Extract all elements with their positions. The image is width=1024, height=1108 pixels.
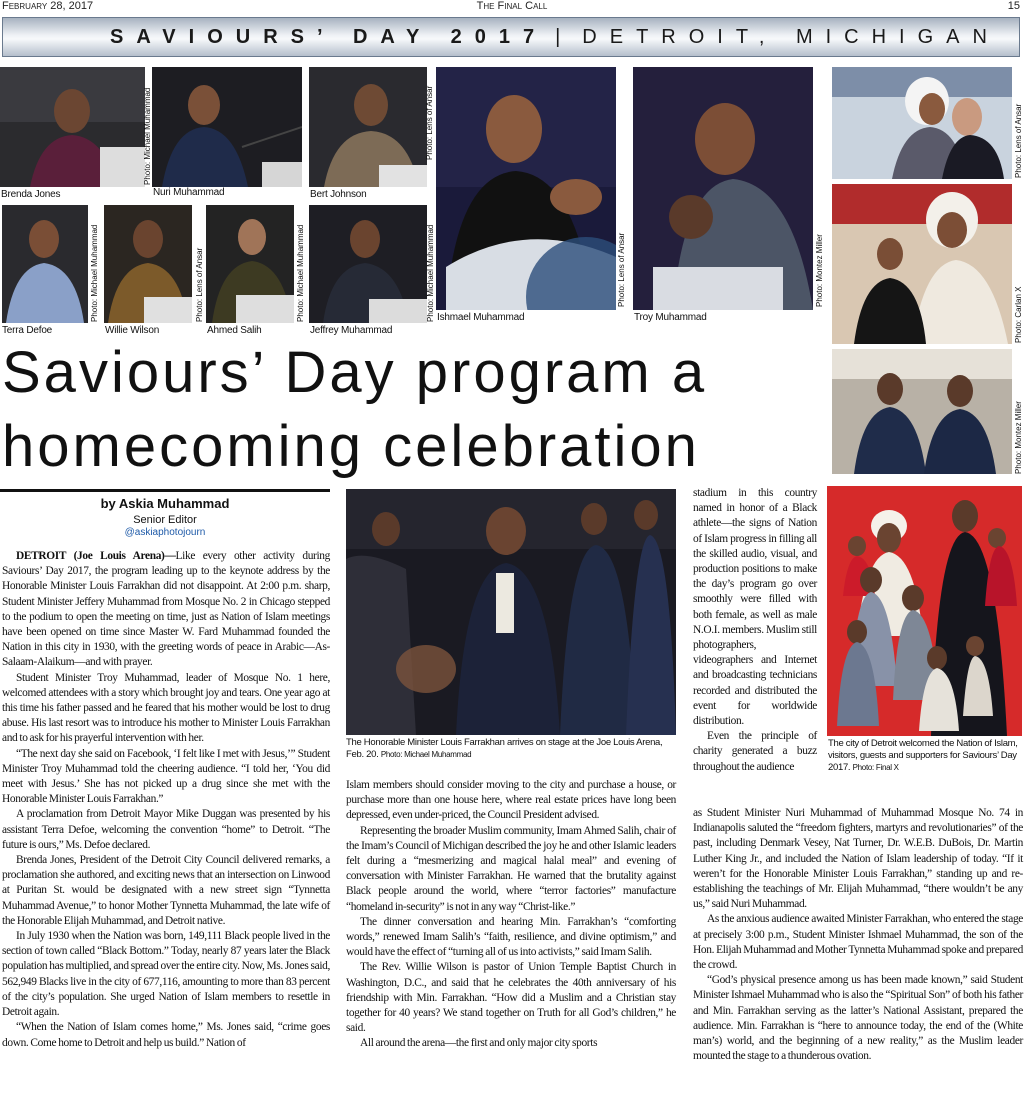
photo-farrakhan-arrives	[346, 489, 676, 735]
headline-line-2: homecoming celebration	[2, 414, 700, 479]
article-column-3-narrow	[693, 486, 817, 806]
article-paragraph: as Student Minister Nuri Muhammad of Muhammad Mosque No. 74 in Indianapolis saluted the “freedom fighters, martyrs and revolutionaries” of the past, including Denmark Vesey, Nat Turner, Dr. W.E.B. DuBois, Dr. Martin Luther King Jr., and included the Nation of Islam leadership of today. “If it weren’t for the Honorable Minister Louis Farrakhan,” standing up and re-establishing the teachings of Mr. Elijah Muhammad, “there wouldn’t be any us,” said Nuri Muhammad.	[693, 807, 1023, 911]
caption-troy-muhammad: Troy Muhammad	[634, 312, 707, 323]
byline-rule	[0, 489, 330, 492]
photo-jeffrey-muhammad	[309, 205, 427, 323]
photo-women-embrace	[832, 67, 1012, 179]
photo-ishmael-muhammad	[436, 67, 616, 310]
article-paragraph: Islam members should consider moving to the city and purchase a house, or purchase more than one house here, where real estate prices have long been depressed, even under-priced, the Council President advised.	[346, 779, 676, 822]
photo-boy-mother	[832, 184, 1012, 344]
dateline: DETROIT (Joe Louis Arena)—	[16, 550, 176, 562]
caption-bert-johnson: Bert Johnson	[310, 189, 367, 200]
photo-troy-muhammad	[633, 67, 813, 310]
article-paragraph: All around the arena—the first and only major city sports	[360, 1037, 598, 1050]
photo-family	[827, 486, 1022, 736]
photo-ahmed-salih	[206, 205, 294, 323]
article-column-1	[2, 549, 330, 1105]
article-paragraph: Even the principle of charity generated a buzz throughout the audience	[693, 730, 817, 773]
credit-ishmael: Photo: Lens of Ansar	[617, 232, 626, 307]
caption-ahmed-salih: Ahmed Salih	[207, 325, 262, 336]
article-paragraph: “God’s physical presence among us has been made known,” said Student Minister Ishmael Muhammad who is also the “Spiritual Son” of both his father and Min. Farrakhan serving as the latter’s National Assistant, prepared the audience. Min. Farrakhan is “here to announce today, the end of the (White man’s) world, and the beginning of a new reality,” as the Muslim leader mounted the stage to a thunderous ovation.	[693, 974, 1023, 1063]
credit-men: Photo: Montez Miller	[1014, 401, 1023, 474]
credit-bert: Photo: Lens of Ansar	[425, 85, 434, 160]
article-paragraph: Brenda Jones, President of the Detroit City Council delivered remarks, a proclamation she authored, and exciting news that an intersection on Linwood at Puritan St. would be designated with a new street sign “Tynnetta Muhammad Avenue,” to honor Mother Tynnetta Muhammad, the late wife of the Honorable Elijah Muhammad, and Detroit native.	[2, 854, 330, 927]
article-paragraph: As the anxious audience awaited Minister Farrakhan, who entered the stage at precisely 3:00 p.m., Student Minister Ishmael Muhammad, the son of the Hon. Elijah Muhammad and Mother Tynnetta Muhammad spoke and prepared the crowd.	[693, 913, 1023, 972]
article-column-2	[346, 778, 676, 1098]
caption-ishmael-muhammad: Ishmael Muhammad	[437, 312, 525, 323]
article-paragraph: The Rev. Willie Wilson is pastor of Union Temple Baptist Church in Washington, D.C., and said that he celebrates the 40th anniversary of his friendship with Min. Farrakhan. “How did a Muslim and a Christian stay together for 40 years? We stand together on Truth for all God’s children,” he said.	[346, 961, 676, 1035]
photo-terra-defoe	[2, 205, 88, 323]
credit-ahmed: Photo: Michael Muhammad	[296, 224, 305, 322]
caption-brenda-jones: Brenda Jones	[1, 189, 61, 200]
caption-family: The city of Detroit welcomed the Nation of Islam, visitors, guests and supporters for Saviours’ Day 2017. Photo: Final X	[828, 738, 1018, 773]
folio	[0, 0, 1024, 14]
photo-bert-johnson	[309, 67, 427, 187]
banner-separator: |	[555, 26, 561, 48]
caption-nuri-muhammad: Nuri Muhammad	[153, 187, 225, 198]
caption-terra-defoe: Terra Defoe	[2, 325, 53, 336]
article-paragraph: A proclamation from Detroit Mayor Mike Duggan was presented by his assistant Terra Defoe, welcoming the convention “home” to Detroit. “The future is ours,” Ms. Defoe declared.	[2, 808, 330, 851]
byline-title: Senior Editor	[133, 514, 197, 526]
credit-women: Photo: Lens of Ansar	[1014, 103, 1023, 178]
article-paragraph: “The next day she said on Facebook, ‘I felt like I met with Jesus,’” Student Minister Troy Muhammad told the cheering audience. “I told her, ‘You did meet with Jesus.’ She has not picked up a drug since she met with the Honorable Minister Louis Farrakhan.”	[2, 747, 330, 806]
credit-willie: Photo: Lens of Ansar	[195, 247, 204, 322]
caption-farrakhan: The Honorable Minister Louis Farrakhan arrives on stage at the Joe Louis Arena, Feb. 20. Photo: Michael Muhammad	[346, 737, 663, 760]
article-paragraph: stadium in this country named in honor of a Black athlete—the signs of Nation of Islam progress in filling all the skilled audio, visual, and production positions to make the day’s program go over smoothly were filled with both female, as well as male N.O.I. members. Muslim still photographers, videographers and Internet and broadcasting technicians recorded and distributed the event for worldwide distribution.	[693, 487, 817, 728]
caption-willie-wilson: Willie Wilson	[105, 325, 160, 336]
byline-handle[interactable]: @askiaphotojourn	[124, 527, 206, 538]
credit-terra: Photo: Michael Muhammad	[90, 224, 99, 322]
credit-farrakhan: Photo: Michael Muhammad	[380, 750, 472, 759]
headline	[2, 336, 830, 484]
photo-nuri-muhammad	[152, 67, 302, 187]
article-paragraph: DETROIT (Joe Louis Arena)—Like every other activity during Saviours’ Day 2017, the program leading up to the keynote address by the Honorable Minister Louis Farrakhan did not disappoint. At 2:00 p.m. sharp, Student Minister Jeffery Muhammad from Mosque No. 2 in Chicago stepped to the podium to open the meeting on time, just as Nation of Islam meetings have been opened on time since Master W. Fard Muhammad founded the Nation in this city in 1930, with the greeting words of peace in Arabic—As-Salaam-Alaikum—and with prayer.	[2, 550, 330, 669]
byline-author: by Askia Muhammad	[100, 496, 230, 511]
article-paragraph: “When the Nation of Islam comes home,” Ms. Jones said, “crime goes down. Come home to Detroit and help us build.” Nation of	[2, 1021, 330, 1049]
credit-nuri: Photo: Michael Muhammad	[143, 87, 152, 185]
banner-location: DETROIT, MICHIGAN	[582, 26, 1000, 48]
article-column-3-wide	[693, 806, 1023, 1106]
credit-boy: Photo: Carlan X	[1014, 286, 1023, 343]
page-number: 15	[1007, 0, 1020, 12]
caption-jeffrey-muhammad: Jeffrey Muhammad	[310, 325, 393, 336]
banner-event: SAVIOURS’ DAY 2017	[110, 26, 548, 48]
paper-name: The Final Call	[476, 0, 548, 12]
credit-troy: Photo: Montez Miller	[815, 234, 824, 307]
credit-family: Photo: Final X	[852, 763, 899, 772]
credit-jeffrey: Photo: Michael Muhammad	[426, 224, 435, 322]
article-paragraph: The dinner conversation and hearing Min. Farrakhan’s “comforting words,” renewed Imam Salih’s “faith, resilience, and divine optimism,” and would have the effect of “turning all of us into activists,” said Imam Salih.	[346, 915, 676, 959]
article-paragraph: Student Minister Troy Muhammad, leader of Mosque No. 1 here, welcomed attendees with a story which brought joy and tears. One year ago at this time his father passed and he feared that his mother would be lost to drug abuse. His last resort was to introduce his mother to Minister Louis Farrakhan and to ask for his prayerful intervention with her.	[2, 671, 330, 745]
article-paragraph: In July 1930 when the Nation was born, 149,111 Black people lived in the section of town called “Black Bottom.” Today, nearly 87 years later the Black population has multiplied, and spread over the entire city. Now, Ms. Jones said, 562,949 Blacks live in the city of 677,116, amounting to more than 83 percent of the city’s population. She urged Nation of Islam members to resettle in Detroit again.	[2, 930, 330, 1019]
article-paragraph: Representing the broader Muslim community, Imam Ahmed Salih, chair of the Imam’s Council of Michigan described the joy he and other Islamic leaders felt during a “mesmerizing and magical halal meal” and evening of conversation with Minister Farrakhan. He warned that the brutality against Black people around the world, where “terror factories” manufacture “homeland in-security” is not in any way “Christ-like.”	[346, 824, 676, 913]
photo-willie-wilson	[104, 205, 192, 323]
headline-line-1: Saviours’ Day program a	[2, 340, 708, 405]
issue-date: February 28, 2017	[2, 0, 94, 12]
section-banner	[2, 17, 1020, 57]
photo-brenda-jones	[0, 67, 145, 187]
photo-two-men	[832, 349, 1012, 474]
